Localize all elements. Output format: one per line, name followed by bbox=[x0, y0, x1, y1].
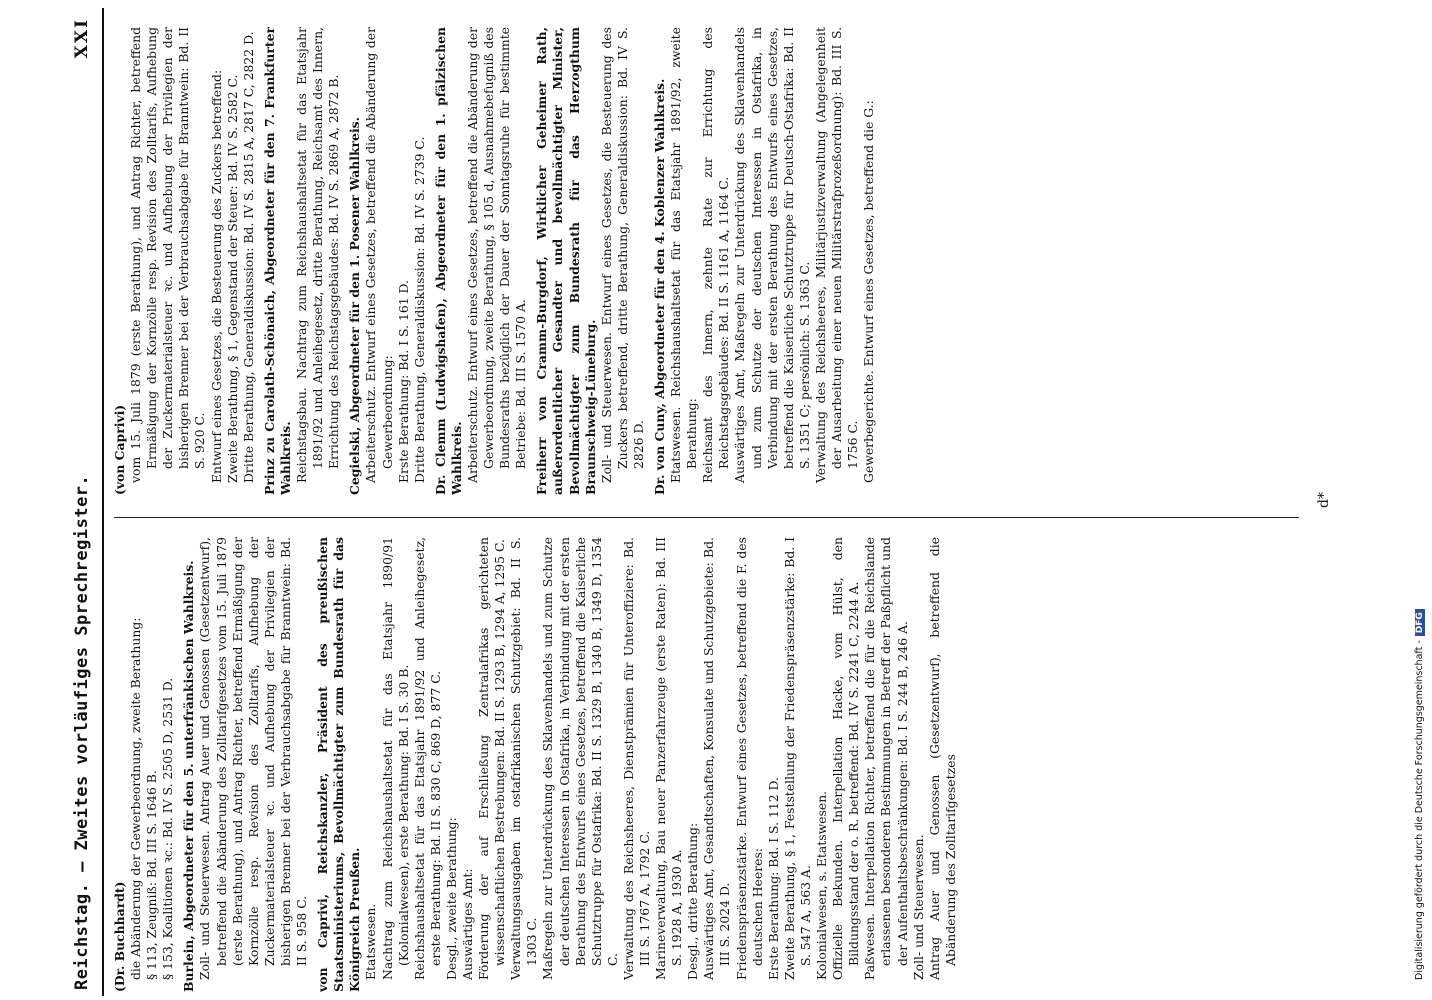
entry-line: Zoll- und Steuerwesen. Antrag Auer und Genossen (Gesetzentwurf), betreffend die Abänderung des Zolltarifgesetzes vom 15. Juli 1879 (erste Berathung), und Antrag Richter, betreffend Ermäßigung der Kornzölle resp. Revision des Zolltarifs, Aufhebung der Zuckermaterialsteuer ꝛc. und Aufhebung der Privilegien der bisherigen Brenner bei der Verbrauchsabgabe für Branntwein: Bd. II S. 958 C. bbox=[197, 537, 310, 980]
running-title: Reichstag. — Zweites vorläufiges Sprechregister. bbox=[72, 474, 92, 990]
entry-line: Etatswesen. bbox=[363, 903, 379, 980]
entry-speaker: Freiherr von Cramm-Burgdorf, Wirklicher Geheimer Rath, außerordentlicher Gesandter und bevollmächtigter Minister, Bevollmächtigter zum Bundesrath für das Herzogthum Braunschweig-Lüneburg. bbox=[534, 27, 598, 495]
entry-line: Kolonialwesen, s. Etatswesen. bbox=[814, 790, 830, 980]
left-column bbox=[112, 537, 1302, 992]
entry-speaker: Dr. Clemm (Ludwigshafen), Abgeordneter für den 1. pfälzischen Wahlkreis. bbox=[432, 27, 464, 495]
register-entry bbox=[534, 27, 647, 495]
entry-line: Friedenspräsenzstärke. Entwurf eines Gesetzes, betreffend die F. des deutschen Heeres: bbox=[733, 537, 765, 980]
entry-line: Offizielle Bekunden. Interpellation Hacke, vom Hülst, den Bildungsstand der o. R. betreffend: Bd. IV S. 2241 C, 2244 A. bbox=[830, 537, 862, 980]
entry-line: Marineverwaltung, Bau neuer Panzerfahrzeuge (erste Raten): Bd. III S. 1928 A, 1930 A. bbox=[653, 537, 685, 980]
entry-speaker: (von Caprivi) bbox=[112, 404, 127, 495]
entry-line: die Abänderung der Gewerbeordnung, zweite Berathung: bbox=[128, 617, 144, 980]
entry-line: Auswärtiges Amt: bbox=[459, 868, 475, 980]
entry-line: Erste Berathung: Bd. I S. 112 D. bbox=[765, 777, 781, 980]
signature-mark: d* bbox=[1316, 492, 1332, 508]
entry-line: Zoll- und Steuerwesen. Entwurf eines Gesetzes, die Besteuerung des Zuckers betreffend, dritte Berathung, Generaldiskussion: Bd. IV S. 2826 D. bbox=[598, 27, 646, 483]
register-entry bbox=[315, 537, 959, 992]
entry-line: Reichsamt des Innern, zehnte Rate zur Errichtung des Reichstagsgebäudes: Bd. II S. 1161 A, 1164 C. bbox=[700, 27, 732, 483]
entry-speaker: von Caprivi, Reichskanzler, Präsident des preußischen Staatsministeriums, Bevollmächtigter zum Bundesrath für das Königreich Preußen. bbox=[315, 537, 363, 992]
entry-line: Verwaltung des Reichsheeres, Dienstprämien für Unteroffiziere: Bd. III S. 1767 A, 1792 C. bbox=[620, 537, 652, 980]
register-entry bbox=[112, 537, 176, 992]
entry-line: Zoll- und Steuerwesen. bbox=[910, 834, 926, 980]
entry-speaker: (Dr. Buchhardt) bbox=[112, 881, 127, 992]
entry-speaker: Cegielski, Abgeordneter für den 1. Posener Wahlkreis. bbox=[347, 117, 363, 495]
right-column bbox=[112, 27, 1302, 495]
entry-line: Auswärtiges Amt, Gesandtschaften, Konsulate und Schutzgebiete: Bd. III S. 2024 D. bbox=[701, 537, 733, 980]
entry-line: Auswärtiges Amt, Maßregeln zur Unterdrückung des Sklavenhandels und zum Schutze der deutschen Interessen in Ostafrika, in Verbindung mit der ersten Berathung des Entwurfs eines Gesetzes, betreffend die Kaiserliche Schutztruppe für Deutsch-Ostafrika: Bd. II S. 1351 C; persönlich: S. 1363 C. bbox=[732, 27, 812, 483]
column-separator bbox=[114, 517, 1299, 518]
entry-line: Maßregeln zur Unterdrückung des Sklavenhandels und zum Schutze der deutschen Interessen in Ostafrika, in Verbindung mit der ersten Berathung des Entwurfs eines Gesetzes, betreffend die Kaiserliche Schutztruppe für Ostafrika: Bd. II S. 1329 B, 1340 B, 1349 D, 1354 C. bbox=[540, 537, 620, 980]
entry-line: Erste Berathung: Bd. I S. 161 D. bbox=[395, 280, 411, 483]
entry-line: Nachtrag zum Reichshaushaltsetat für das Etatsjahr 1890/91 (Kolonialwesen), erste Berathung: Bd. I S. 30 B. bbox=[379, 537, 411, 980]
entry-line: Dritte Berathung, Generaldiskussion: Bd. IV S. 2815 A, 2817 C, 2822 D. bbox=[240, 31, 256, 483]
entry-line: § 153, Koalitionen ꝛc.: Bd. IV S. 2505 D, 2531 D. bbox=[160, 677, 176, 980]
digitization-note bbox=[1414, 14, 1430, 980]
entry-line: Zweite Berathung, § 1, Feststellung der Friedenspräsenzstärke: Bd. I S. 547 A, 563 A. bbox=[781, 537, 813, 980]
entry-line: Gewerbegerichte. Entwurf eines Gesetzes, betreffend die G.: bbox=[861, 100, 877, 483]
entry-line: Arbeiterschutz. Entwurf eines Gesetzes, betreffend die Abänderung der Gewerbeordnung, zweite Berathung, § 105 d, Ausnahmebefugniß des Bundesraths bezüglich der Dauer der Sonntagsruhe für bestimmte Betriebe: Bd. III S. 1570 A. bbox=[464, 27, 529, 483]
entry-speaker: Burlein, Abgeordneter für den 5. unterfränkischen Wahlkreis. bbox=[181, 560, 197, 992]
dfg-logo: DFG bbox=[1415, 609, 1425, 636]
entry-line: Reichstagsbau. Nachtrag zum Reichshaushaltsetat für das Etatsjahr 1891/92 und Anleihegesetz, dritte Berathung, Reichsamt des Innern, Errichtung des Reichstagsgebäudes: Bd. IV S. 2869 A, 2872 B. bbox=[294, 27, 342, 483]
entry-line: § 113, Zeugniß: Bd. III S. 1646 B. bbox=[144, 770, 160, 980]
register-page bbox=[58, 0, 1368, 1000]
entry-speaker: Prinz zu Carolath-Schönaich, Abgeordneter für den 7. Frankfurter Wahlkreis. bbox=[261, 27, 293, 495]
entry-line: Verwaltung des Reichsheeres, Militärjustizverwaltung (Angelegenheit der Ausarbeitung einer neuen Militärstrafprozeßordnung): Bd. III S. 1756 C. bbox=[812, 27, 861, 483]
entry-line: Desgl., zweite Berathung: bbox=[443, 817, 459, 980]
entry-speaker: Dr. von Cuny, Abgeordneter für den 4. Koblenzer Wahlkreis. bbox=[652, 78, 667, 495]
register-entry bbox=[347, 27, 427, 495]
entry-line: Etatswesen. Reichshaushaltsetat für das Etatsjahr 1891/92, zweite Berathung: bbox=[668, 27, 700, 483]
entry-line: vom 15. Juli 1879 (erste Berathung), und Antrag Richter, betreffend Ermäßigung der Kornzölle resp. Revision des Zolltarifs, Aufhebung der Zuckermaterialsteuer ꝛc. und Aufhebung der Privilegien der bisherigen Brenner bei der Verbrauchsabgabe für Branntwein: Bd. II S. 920 C. bbox=[128, 27, 208, 483]
entry-line: Reichshaushaltsetat für das Etatsjahr 1891/92 und Anleihegesetz, erste Berathung: Bd. II S. 830 C, 869 D, 877 C. bbox=[411, 537, 443, 980]
entry-line: Verwaltungsausgaben im ostafrikanischen Schutzgebiet: Bd. II S. 1303 C. bbox=[508, 537, 540, 980]
register-entry bbox=[181, 537, 310, 992]
entry-line: Antrag Auer und Genossen (Gesetzentwurf), betreffend die Abänderung des Zolltarifgesetzes bbox=[926, 537, 958, 980]
entry-line: Arbeiterschutz. Entwurf eines Gesetzes, betreffend die Abänderung der Gewerbeordnung: bbox=[363, 27, 395, 483]
entry-line: Desgl., dritte Berathung: bbox=[685, 822, 701, 980]
register-entry bbox=[433, 27, 530, 495]
register-entry bbox=[262, 27, 342, 495]
entry-line: Paßwesen. Interpellation Richter, betreffend die für die Reichslande erlassenen besonderen Bestimmungen in Betreff der Paßpflicht und der Aufenthaltsbeschränkungen: Bd. I S. 244 B, 246 A. bbox=[862, 537, 910, 980]
register-entry bbox=[112, 27, 257, 495]
digitization-text: Digitalisierung gefördert durch die Deutsche Forschungsgemeinschaft - bbox=[1414, 640, 1425, 980]
page-number: XXI bbox=[72, 18, 92, 59]
header-rule bbox=[102, 8, 104, 996]
entry-line: Förderung der auf Erschließung Zentralafrikas gerichteten wissenschaftlichen Bestrebungen: Bd. II S. 1293 B, 1294 A, 1295 C. bbox=[476, 537, 508, 980]
page-header bbox=[72, 10, 98, 1000]
entry-line: Entwurf eines Gesetzes, die Besteuerung des Zuckers betreffend: bbox=[208, 69, 224, 483]
register-entry bbox=[652, 27, 877, 495]
entry-line: Dritte Berathung, Generaldiskussion: Bd. IV S. 2739 C. bbox=[411, 136, 427, 483]
entry-line: Zweite Berathung, § 1, Gegenstand der Steuer: Bd. IV S. 2582 C. bbox=[224, 74, 240, 483]
